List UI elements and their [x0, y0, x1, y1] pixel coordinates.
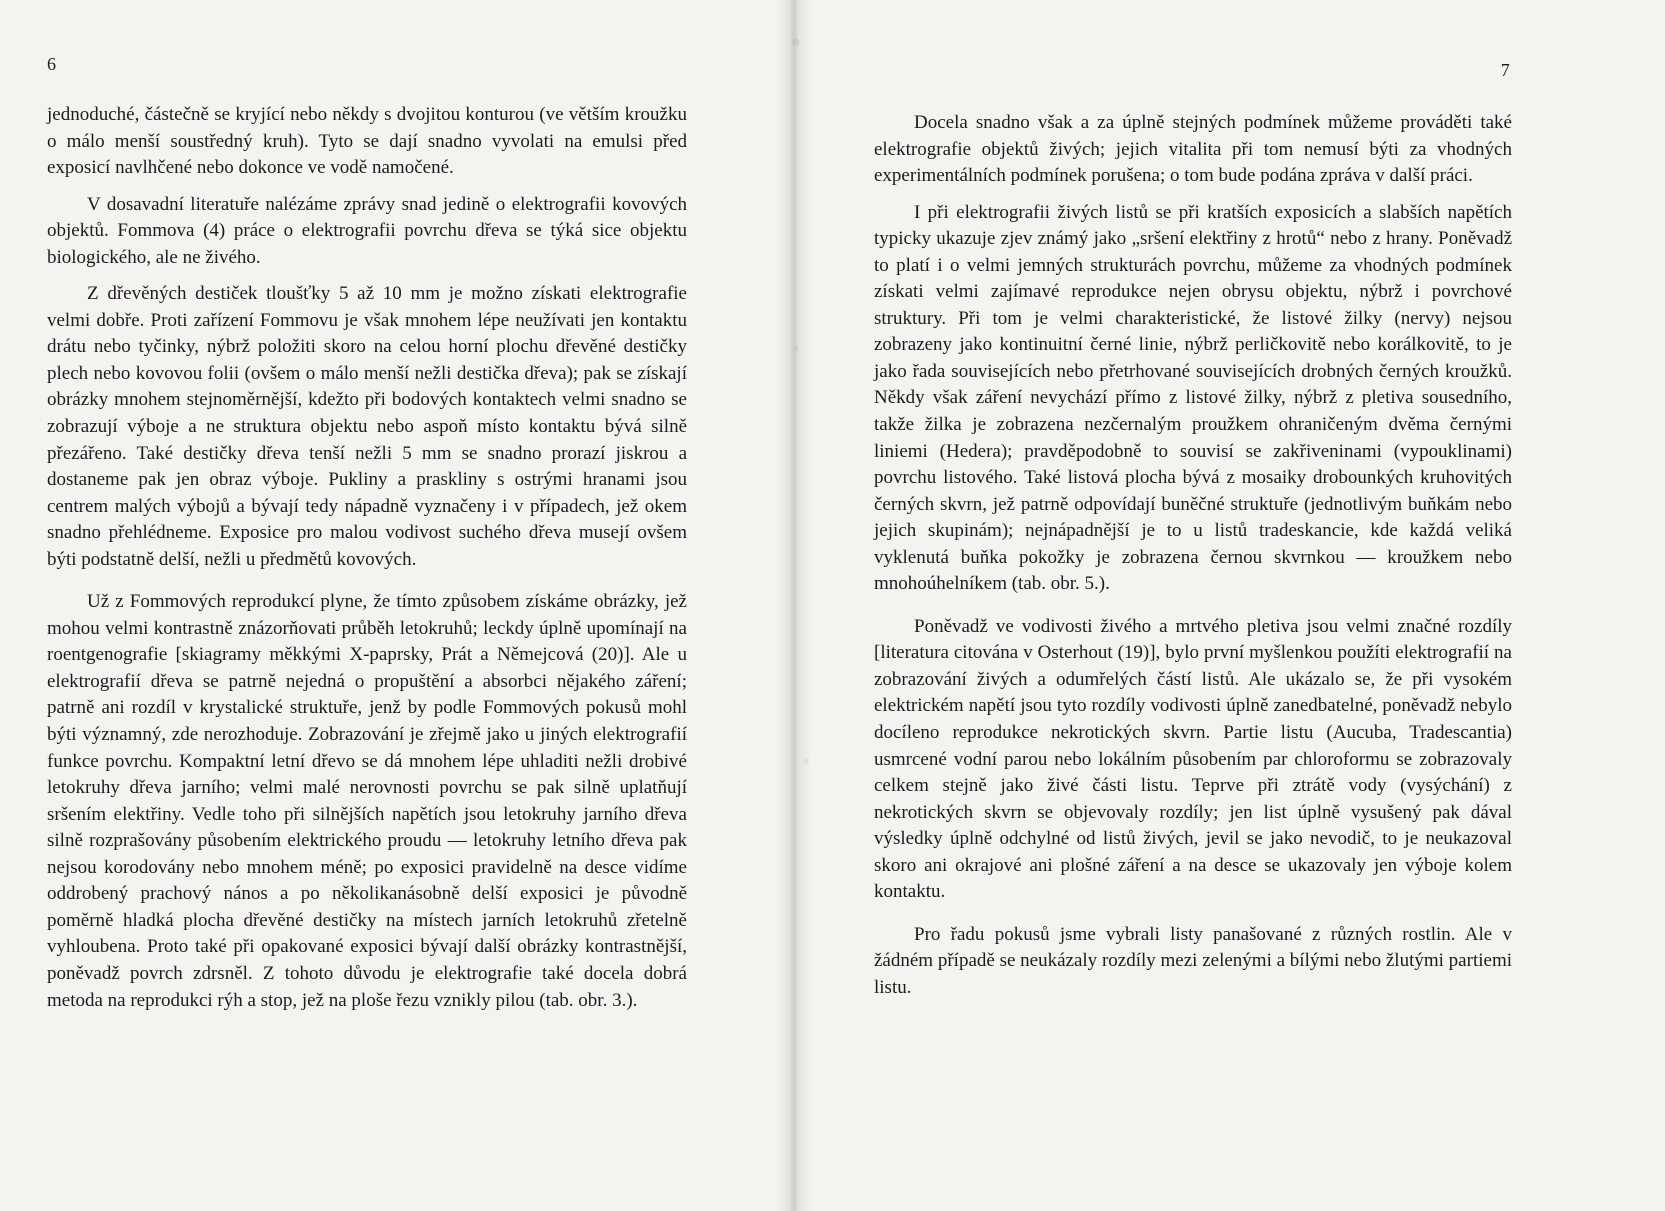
left-page-text: [47, 102, 687, 1014]
right-page-number: 7: [1500, 60, 1510, 80]
right-paragraph-2: I při elektrografii živých listů se při kratších exposicích a slabších napětích typicky ukazuje zjev známý jako „sršení elektřiny z hrotů“ nebo z hrany. Poněvadž to platí i o velmi jemných strukturách povrchu, můžeme za vhodných podmínek získati velmi zajímavé reprodukce nejen obrysu objektu, nýbrž i povrchové struktury. Při tom je velmi charakteristické, že listové žilky (nervy) nejsou zobrazeny jako kontinuitní černé linie, nýbrž perličkovitě nebo korálkovitě, to je jako řada souvisejících nebo přetrhované souvisejících drobných černých kroužků. Někdy však záření nevychází přímo z listové žilky, nýbrž z pletiva sousedního, takže žilka je zobrazena nezčernalým proužkem ohraničeným dvěma černými liniemi (Hedera); pravděpodobně to souvisí se zakřiveninami (vypouklinami) povrchu listového. Také listová plocha bývá z mosaiky drobounkých kruhovitých černých skvrn, jež patrně odpovídají buněčné struktuře (jednotlivým buňkám nebo jejich skupinám); nejnápadnější je to u listů tradeskancie, kde každá veliká vyklenutá buňka pokožky je zobrazena černou skvrnkou — kroužkem nebo mnohoúhelníkem (tab. obr. 5.).: [874, 201, 1512, 595]
right-page-text: [874, 110, 1512, 1002]
left-paragraph-2: V dosavadní literatuře nalézáme zprávy snad jedině o elektrografii kovových objektů. Fommova (4) práce o elektrografii povrchu dřeva se týká sice objektu biologického, ale ne živého.: [47, 193, 687, 268]
left-paragraph-3: Z dřevěných destiček tloušťky 5 až 10 mm je možno získati elektrografie velmi dobře. Proti zařízení Fommovu je však mnohem lépe neužívati jen kontaktu drátu nebo tyčinky, nýbrž položiti skoro na celou horní plochu dřevěné destičky plech nebo kovovou folii (ovšem o málo menší nežli destička dřeva); pak se získají obrázky mnohem stejnoměrnější, kdežto při bodových kontaktech velmi snadno se zobrazují výboje a ne struktura objektu nebo aspoň místo kontaktu bývá silně přezářeno. Také destičky dřeva tenší nežli 5 mm se snadno prorazí jiskrou a dostaneme pak jen obraz výboje. Pukliny a praskliny s ostrými hranami jsou centrem malých výbojů a bývají tedy nápadně vyznačeny i v případech, jež okem snadno přehlédneme. Exposice pro malou vodivost suchého dřeva musejí ovšem býti podstatně delší, nežli u předmětů kovových.: [47, 283, 687, 570]
right-page: [796, 0, 1665, 1211]
right-paragraph-1: Docela snadno však a za úplně stejných podmínek můžeme prováděti také elektrografie objektů živých; jejich vitalita při tom nemusí býti za vhodných experimentálních podmínek porušena; o tom bude podána zpráva v další práci.: [874, 112, 1512, 187]
left-paragraph-4: Už z Fommových reprodukcí plyne, že tímto způsobem získáme obrázky, jež mohou velmi kontrastně znázorňovati průběh letokruhů; leckdy úplně upomínají na roentgenografie [skiagramy měkkými X-paprsky, Prát a Němejcová (20)]. Ale u elektrografií dřeva se patrně nejedná o propuštění a absorbci nějakého záření; patrně ani rozdíl v krystalické struktuře, jenž by podle Fommových pokusů mohl býti významný, zde nerozhoduje. Zobrazování je zřejmě jako u jiných elektrografií funkce povrchu. Kompaktní letní dřevo se dá mnohem lépe uhladiti nežli drobivé letokruhy dřeva jarního; velmi malé nerovnosti povrchu se pak silně uplatňují sršením elektřiny. Vedle toho při silnějších napětích jsou letokruhy jarního dřeva silně rozprašovány působením elektrického proudu — letokruhy letního dřeva pak nejsou korodovány nebo mnohem méně; po exposici pravidelně na desce vidíme oddrobený prachový nános a po několikanásobně delší exposici je původně poměrně hladká plocha dřevěné destičky na místech jarních letokruhů zřetelně vyhloubena. Proto také při opakované exposici bývají další obrázky kontrastnější, poněvadž povrch zdrsněl. Z tohoto důvodu je elektrografie také docela dobrá metoda na reprodukci rýh a stop, jež na ploše řezu vznikly pilou (tab. obr. 3.).: [47, 591, 687, 1011]
right-paragraph-3: Poněvadž ve vodivosti živého a mrtvého pletiva jsou velmi značné rozdíly [literatura citována v Osterhout (19)], bylo první myšlenkou použíti elektrografií na zobrazování živých a odumřelých částí listů. Ale ukázalo se, že při vysokém elektrickém napětí jsou tyto rozdíly vodivosti úplně zanedbatelné, poněvadž nebylo docíleno reprodukce nekrotických skvrn. Partie listu (Aucuba, Tradescantia) usmrcené vodní parou nebo lokálním působením par chloroformu se zobrazovaly celkem stejně jako živé části listu. Teprve při ztrátě vody (vysýchání) z nekrotických skvrn se objevovaly rozdíly; jen list úplně vysušený pak dával výsledky úplně odchylné od listů živých, jevil se jako nevodič, to je neukazoval skoro ani okrajové ani plošné záření a na desce se ukazovaly jen výboje kolem kontaktu.: [874, 615, 1512, 903]
right-paragraph-4: Pro řadu pokusů jsme vybrali listy panašované z různých rostlin. Ale v žádném případě se neukázaly rozdíly mezi zelenými a bílými nebo žlutými partiemi listu.: [874, 923, 1512, 998]
left-page: [0, 0, 790, 1211]
left-page-number: 6: [47, 54, 57, 74]
left-paragraph-1: jednoduché, částečně se kryjící nebo někdy s dvojitou konturou (ve větším kroužku o málo menší soustředný kruh). Tyto se dají snadno vyvolati na emulsi před exposicí navlhčené nebo dokonce ve vodě namočené.: [47, 104, 687, 179]
